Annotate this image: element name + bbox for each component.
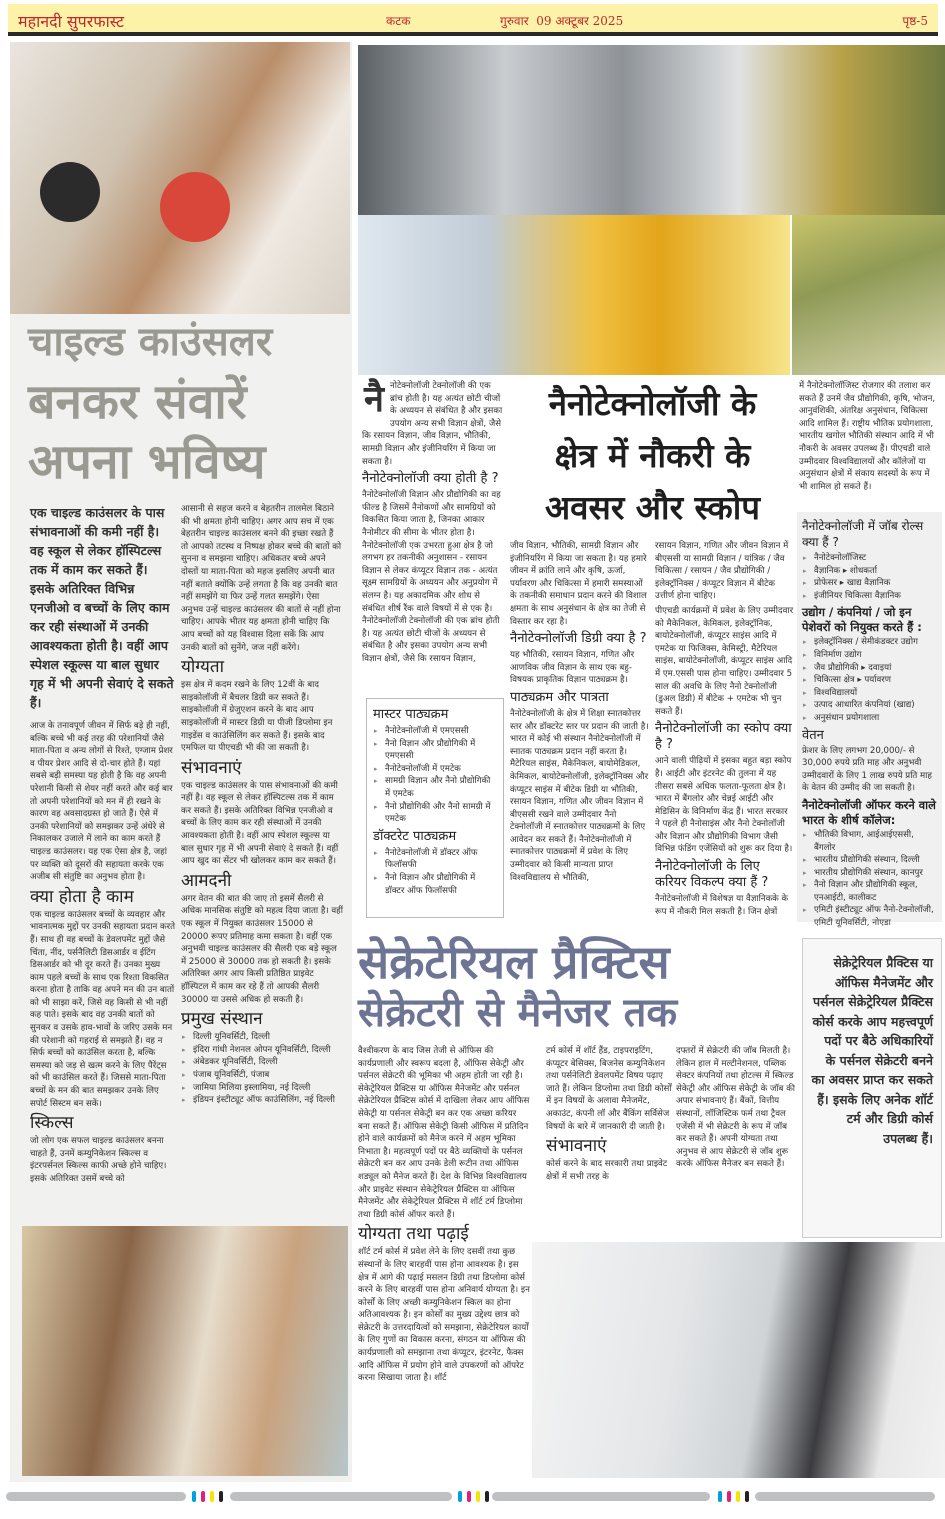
nano-career: नैनोटेक्नोलॉजी में विशेषज्ञ या वैज्ञानिकके के रूप में नौकरी मिल सकती है। जिन क्षेत्रों	[655, 894, 789, 917]
nano-degree: यह भौतिकी, रसायन विज्ञान, गणित और आणविक जीव विज्ञान के साथ एक बहु-विषयक प्राकृतिक विज्ञान पाठ्यक्रम है।	[510, 650, 635, 686]
nano-course: नैनोटेक्नोलॉजी के क्षेत्र में शिक्षा स्नातकोत्तर स्तर और डॉक्टरेट स्तर पर प्रदान की जाती है। भारत में कोई भी संस्थान नैनोटेक्नोलॉजी में स्नातक पाठ्यक्रम प्रदान नहीं करता है। मैटेरियल साइंस, मैकेनिकल, बायोमेडिकल, केमिकल, बायोटेक्नोलॉजी, इलेक्ट्रॉनिक्स और कंप्यूटर साइंस में बीटेक डिग्री या भौतिकी, रसायन विज्ञान, गणित और जीवन विज्ञान में बीएससी रखने वाले उम्मीदवार नैनो टेक्नोलॉजी में स्नातकोत्तर पाठ्यक्रमों के लिए आवेदन कर सकते हैं। नैनोटेक्नोलॉजी में स्नातकोत्तर पाठ्यक्रमों में प्रवेश के लिए उम्मीदवार को किसी मान्यता प्राप्त विश्वविद्यालय से भौतिकी,	[510, 708, 649, 883]
page-number: पृष्ठ-5	[902, 14, 928, 28]
registration-mark-icon	[727, 1491, 731, 1502]
subheading: संभावनाएं	[546, 1136, 607, 1157]
registration-mark-icon	[201, 1491, 205, 1502]
industry-item: ▸ चिकित्सा क्षेत्र ▸ पर्यावरण	[802, 674, 937, 687]
child-column-2	[181, 503, 343, 1223]
subheading: आमदनी	[181, 870, 232, 891]
headline-line: अवसर और स्कोप	[544, 488, 761, 527]
subheading: नैनोटेक्नोलॉजी में जॉब रोल्स क्या हैं ?	[802, 519, 924, 549]
doctorate-course-list	[373, 847, 497, 897]
child-work: एक चाइल्ड काउंसलर बच्चों के व्यवहार और भावनात्मक मुद्दों पर उनकी सहायता प्रदान करते हैं। साथ ही वह बच्चों के डेवलपमेंट मुद्दों जैसे चिंता, नींद, पर्सनैलिटी डिसआर्डर व ईटिंग डिसआर्डर को भी दूर करते हैं। उनका मुख्य काम पहले बच्चों के साथ एक रिश्ता विकसित करना होता है ताकि वह अपने मन की उन बातों को भी साझा करें, जिसे वह किसी से भी नहीं कह पाते। इसके बाद वह उनकी बातों को सुनकर व उसके हाव-भावों के जरिए उसके मन की परेशानी को गहराई से समझते हैं। वह न सिर्फ बच्चों को काउंसिल करता है, बल्कि समस्या को जड़ से खत्म करने के लिए पैरेंट्स को भी काउंसिल करते हैं। जिससे माता-पिता बच्चों के मन की बात समझकर उनके लिए सपोर्ट सिस्टम बन सकें।	[30, 909, 175, 1109]
sec-callout-box	[802, 938, 942, 1238]
industry-item: ▸ अनुसंधान प्रयोगशाला	[802, 712, 937, 725]
registration-mark-icon	[219, 1491, 223, 1502]
child-intro: आज के तनावपूर्ण जीवन में सिर्फ बड़े ही नहीं, बल्कि बच्चे भी कई तरह की परेशानियों जैसे माता-पिता व अन्य लोगों से रिश्ते, एग्जाम प्रेशर व पीयर प्रेशर आदि से दो-चार होते हैं। यहां सबसे बड़ी समस्या यह होती है कि वह अपनी परेशानी किसी से शेयर नहीं करते और कई बार तो अपनी परेशानियों को मन में ही रखने के कारण वह अवसादग्रस्त हो जाते हैं। ऐसे में उनकी परेशानियों को समझकर उन्हें अंधेरे से निकालकर उजाले में लाने का काम करते हैं चाइल्ड काउंसलर। यह एक ऐसा क्षेत्र है, जहां पर व्यक्ति को दूसरों की सहायता करके एक अजीब सी संतुष्टि का अनुभव होता है।	[30, 721, 173, 883]
nano-column-3	[655, 540, 795, 920]
industry-item: ▸ विनिर्माण उद्योग	[802, 649, 937, 662]
institute-item: ▸ इंदिरा गांधी नेशनल ओपन यूनिवर्सिटी, दिल्ली	[181, 1044, 343, 1057]
headline-line: चाइल्ड काउंसलर	[28, 319, 273, 365]
photo-lab-researchers	[358, 45, 945, 215]
headline-line: नैनोटेक्नोलॉजी के	[548, 384, 757, 423]
institute-item: ▸ दिल्ली यूनिवर्सिटी, दिल्ली	[181, 1031, 343, 1044]
subheading: नैनोटेक्नोलॉजी डिग्री क्या है ?	[510, 631, 647, 647]
registration-mark-icon	[745, 1491, 749, 1502]
photo-lab-scientist	[792, 215, 945, 375]
nano-column-4	[799, 380, 939, 510]
child-scope: एक चाइल्ड काउंसलर के पास संभावनाओं की कमी नहीं है। वह स्कूल से लेकर हॉस्पिटल्स तक में काम कर सकते हैं। इसके अतिरिक्त विभिन्न एनजीओ व बच्चों के लिए काम कर रही संस्थाओं में उनकी आवश्यकता होती है। वहीं आप स्पेशल स्कूल्स या बाल सुधार गृह में भी अपनी सेवाएं दे सकते हैं। वहीं आप खुद का सेंटर भी खोलकर काम कर सकते हैं।	[181, 780, 339, 867]
institute-list	[181, 1031, 343, 1107]
subheading: प्रमुख संस्थान	[181, 1009, 263, 1030]
sec-headline	[358, 935, 798, 1037]
nano-sidebar	[797, 512, 942, 929]
nano-column-1	[362, 380, 504, 692]
college-item: ▸ भारतीय प्रौद्योगिकी संस्थान, दिल्ली	[802, 854, 937, 867]
headline-line: सेक्रेटरी से मैनेजर तक	[358, 990, 678, 1036]
college-item: ▸ नैनो विज्ञान और प्रौद्योगिकी स्कूल, एनआईटी, कालीकट	[802, 879, 937, 904]
date: गुरुवार 09 अक्टूबर 2025	[500, 14, 624, 28]
college-item: ▸ भौतिकी विभाग, आईआईएससी, बैंगलोर	[802, 829, 937, 854]
drop-cap: नै	[364, 379, 384, 420]
industry-item: ▸ उत्पाद आधारित कंपनियां (खाद्य)	[802, 699, 937, 712]
headline-line: बनकर संवारें	[28, 374, 247, 430]
industry-item: ▸ इलेक्ट्रॉनिक्स / सेमीकंडक्टर उद्योग	[802, 636, 937, 649]
sec-column-3	[676, 1045, 798, 1240]
nano-column-2	[510, 540, 650, 920]
registration-mark-icon	[467, 1491, 471, 1502]
nano-intro: नोटेक्नोलॉजी टेक्नोलॉजी की एक ब्रांच होती है। यह अत्यंत छोटी चीजों के अध्ययन से संबंधित है और इसका उपयोग अन्य सभी विज्ञान क्षेत्रों, जैसे कि रसायन विज्ञान, जीव विज्ञान, भौतिकी, सामग्री विज्ञान और इंजीनियरिंग में किया जा सकता है।	[362, 381, 503, 467]
sec-text: टर्म कोर्स में शॉर्ट हैंड, टाइपराइटिंग, कंप्यूटर बेसिक्स, बिजनेस कम्युनिकेशन तथा पर्सनेलिटी डेवलपमेंट विषय पढ़ाए जाते हैं। लेकिन डिप्लोमा तथा डिग्री कोर्सों में इन विषयों के अलावा मैनेजमेंट, अकाउंट, कंपनी लॉ और बैंकिंग सर्विसेज विषयों के बारे में जानकारी दी जाती है।	[546, 1046, 672, 1132]
footer-bar	[6, 1492, 186, 1501]
job-role-item: ▸ वैज्ञानिक ▸ शोधकर्ता	[802, 565, 937, 578]
registration-mark-icon	[192, 1491, 196, 1502]
nano-text: रसायन विज्ञान, गणित और जीवन विज्ञान में बीएससी या सामग्री विज्ञान / यांत्रिक / जैव चिकित्सा / रसायन / जैव प्रौद्योगिकी / इलेक्ट्रॉनिक्स / कंप्यूटर विज्ञान में बीटेक उत्तीर्ण होना चाहिए।	[655, 541, 789, 602]
child-income: अगर वेतन की बात की जाए तो इसमें सैलरी से अधिक मानसिक संतुष्टि को महत्व दिया जाता है। वहीं एक स्कूल में नियुक्त काउंसलर 15000 से 20000 रूपए प्रतिमाह कमा सकता है। वहीं एक अनुभवी चाइल्ड काउंसलर की सैलरी एक बड़े स्कूल में 25000 से 30000 तक हो सकती है। इसके अतिरिक्त अगर आप किसी प्रतिष्ठित प्राइवेट हॉस्पिटल में काम कर रहे हैं तो आपकी सैलरी 30000 या उससे अधिक हो सकती है।	[181, 893, 343, 1005]
job-role-item: ▸ नैनोटेक्नोलॉजिस्ट	[802, 552, 937, 565]
subheading: नैनोटेक्नोलॉजी ऑफर करने वाले भारत के शीर्ष कॉलेज:	[802, 797, 936, 827]
page-header	[8, 4, 938, 36]
subheading: पाठ्यक्रम और पात्रता	[510, 689, 609, 705]
child-qualification: इस क्षेत्र में कदम रखने के लिए 12वीं के बाद साइकोलॉजी में बैचलर डिग्री कर सकते हैं। साइकोलॉजी में ग्रेजुएशन करने के बाद आप साइकोलॉजी में मास्टर डिग्री या पीजी डिप्लोमा इन गाइडेंस व काउंसिलिंग कर सकते हैं। इसके बाद एमफिल या पीएचडी भी की जा सकती है।	[181, 680, 333, 754]
institute-item: ▸ इंडियन इंस्टीट्यूट ऑफ काउंसिलिंग, नई दिल्ली	[181, 1094, 343, 1107]
photo-counsellor-with-girl	[22, 1226, 348, 1476]
photo-nanochip-microscope	[358, 215, 790, 375]
salary-text: फ्रेशर के लिए लगभग 20,000/- से 30,000 रुपये प्रति माह और अनुभवी उम्मीदवारों के लिए 1 लाख रुपये प्रति माह के वेतन की उम्मीद की जा सकती है।	[802, 745, 932, 794]
job-role-item: ▸ प्रोफेसर ▸ खाद्य वैज्ञानिक	[802, 577, 937, 590]
headline-line: सेक्रेटेरियल प्रैक्टिस	[358, 935, 670, 989]
job-role-item: ▸ इंजीनियर चिकित्सा वैज्ञानिक	[802, 590, 937, 603]
sec-qualification: शॉर्ट टर्म कोर्स में प्रवेश लेने के लिए दसवीं तथा कुछ संस्थानों के लिए बारहवीं पास होना आवश्यक है। इस क्षेत्र में आगे की पढ़ाई मसलन डिग्री तथा डिप्लोमा कोर्स करने के लिए बारहवीं पास होना अनिवार्य योग्यता है। इन कोर्सों के लिए अच्छी कम्युनिकेशन स्किल का होना अतिआवश्यक है। इन कोर्सों का मुख्य उद्देश्य छात्र को सेक्रेटरी के उत्तरदायित्वों को समझाना, सेक्रेटेरियल कार्यों के लिए गुणों का विकास करना, संगठन या ऑफिस की कार्यप्रणाली को समझाना तथा कंप्यूटर, इंटरनेट, फैक्स आदि ऑफिस में प्रयोग होने वाले उपकरणों को ऑपरेट करना सिखाया जाता है। शॉर्ट	[358, 1247, 530, 1384]
photo-counsellor-with-child	[10, 42, 350, 314]
city: कटक	[386, 14, 411, 28]
industry-item: ▸ जैव प्रौद्योगिकी ▸ दवाइयां	[802, 662, 937, 675]
college-item: ▸ भारतीय प्रौद्योगिकी संस्थान, कानपुर	[802, 867, 937, 880]
footer-bar	[230, 1492, 452, 1501]
subheading: योग्यता	[181, 657, 224, 678]
sec-intro: वैश्वीकरण के बाद जिस तेजी से ऑफिस की कार्यप्रणाली और स्वरूप बदला है, ऑफिस सेकेट्री और पर्सनल सेक्रेटरी की भूमिका भी अहम होती जा रही है। सेकेट्रेरियल प्रैक्टिस या ऑफिस मैनेजमेंट और पर्सनल सेक्रेटेरियल प्रैक्टिस कोर्स में दाखिला लेकर आप ऑफिस सेकेट्री या पर्सनल सेकेट्री बन कर एक अच्छा करियर बना सकते हैं। ऑफिस सेकेट्री किसी ऑफिस में प्रतिदिन होने वाले कार्यक्रमों को मैनेज करने में अहम भूमिका निभाता है। महत्वपूर्ण पदों पर बैठे व्यक्तियों के पर्सनल सेक्रेटरी बन कर आप उनके डेली रूटीन तथा ऑफिस शड्यूल को मैनेज करते हैं। देश के विभिन्न विश्वविद्यालय और प्राइवेट संस्थान सेकेट्रेरियल प्रैक्टिस या ऑफिस मैनेजमेंट और सेकेट्रेरियल प्रैक्टिस में शॉर्ट टर्म डिप्लोमा तथा डिग्री कोर्स ऑफर करते हैं।	[358, 1046, 530, 1220]
subheading: योग्यता तथा पढ़ाई	[358, 1224, 469, 1245]
subheading: क्या होता है काम	[30, 886, 134, 907]
subheading: उद्योग / कंपनियां / जो इन पेशेवरों को नियुक्त करते हैं :	[802, 605, 922, 635]
child-column-1	[30, 503, 175, 1223]
sec-column-1	[358, 1045, 530, 1475]
child-headline	[28, 312, 348, 492]
child-skills-cont: आसानी से सहज करने व बेहतरीन तालमेल बिठाने की भी क्षमता होनी चाहिए। अगर आप सच में एक बेहतरीन चाइल्ड काउंसलर बनने की इच्छा रखते हैं तो आपको तटस्थ व निष्पक्ष होकर बच्चे की बातों को सुनना व समझना चाहिए। अधिकतर बच्चे अपने दोस्तों या माता-पिता को महज इसलिए अपनी बात नहीं बताते क्योंकि उन्हें लगता है कि वह उनकी बात नहीं समझेंगे या फिर उन्हें गलत समझेंगे। ऐसा अनुभव उन्हें चाइल्ड काउंसलर की बातों से नहीं होना चाहिए। आपके भीतर यह क्षमता होनी चाहिए कि आप बच्चों को यह विश्वास दिला सकें कि आप उनकी बातों को सुनेंगे, जज नहीं करेंगे।	[181, 504, 342, 653]
master-course-item: ▸ नैनोटेक्नोलॉजी में एमटेक	[373, 763, 497, 776]
child-skills: जो लोग एक सफल चाइल्ड काउंसलर बनना चाहते हैं, उनमें कम्युनिकेशन स्किल्स व इंटरपर्सनल स्किल्स काफी अच्छे होने चाहिए। इसके अतिरिक्त उसमें बच्चे को	[30, 1136, 167, 1184]
nano-text: में नैनोटेक्नोलॉजिस्ट रोजगार की तलाश कर सकते हैं उनमें जैव प्रौद्योगिकी, कृषि, भोजन, आनुवंशिकी, अंतरिक्ष अनुसंधान, चिकित्सा आदि शामिल हैं। राष्ट्रीय भौतिक प्रयोगशाला, भारतीय खगोल भौतिकी संस्थान आदि में भी नौकरी के अवसर उपलब्ध हैं। पीएचडी वाले उम्मीदवार विश्वविद्यालयों और कॉलेजों या अनुसंधान क्षेत्रों में संकाय सदस्यों के रूप में भी शामिल हो सकते हैं।	[799, 381, 936, 492]
footer-bar	[492, 1492, 710, 1501]
college-item: ▸ एमिटी इंस्टीट्यूट ऑफ नैनो-टेक्नोलॉजी, एमिटी यूनिवर्सिटी, नोएडा	[802, 904, 937, 929]
registration-mark-icon	[458, 1491, 462, 1502]
subheading: डॉक्टरेट पाठ्यक्रम	[373, 828, 457, 844]
sec-scope: कोर्स करने के बाद सरकारी तथा प्राइवेट क्षेत्रों में सभी तरह के	[546, 1159, 668, 1182]
subheading: मास्टर पाठ्यक्रम	[373, 707, 449, 722]
college-list	[802, 829, 937, 930]
sec-text: दफ्तरों में सेक्रेटरी की जॉब मिलती है। लेकिन हाल में मल्टीनेशनल, पब्लिक सेक्टर कंपनियों तथा होटल्स में स्किल्ड सेकेट्री और ऑफिस सेकेट्री के जॉब की अपार संभावनाएं हैं। बैंकों, वित्तीय संस्थानों, लॉजिस्टिक फर्म तथा ट्रैवल एजेंसी में भी सेक्रेटरी के रूप में जॉब कर सकते हैं। अपनी योग्यता तथा अनुभव से आप सेक्रेटरी से जॉब शुरू करके ऑफिस मैनेजर बन सकते हैं।	[676, 1046, 796, 1170]
nano-phd: पीएचडी कार्यक्रमों में प्रवेश के लिए उम्मीदवार को मैकेनिकल, केमिकल, इलेक्ट्रॉनिक, बायोटेक्नोलॉजी, कंप्यूटर साइंस आदि में एमटेक या फिजिक्स, केमिस्ट्री, मैटेरियल साइंस, बायोटेक्नोलॉजी, कंप्यूटर साइंस आदि में एम.एससी पास होना चाहिए। उम्मीदवार 5 साल की अवधि के लिए नैनो टेक्नोलॉजी (डुअल डिग्री) में बीटेक + एमटेक भी चुन सकते हैं।	[655, 605, 794, 717]
subheading: नैनोटेक्नोलॉजी क्या होती है ?	[362, 471, 499, 487]
registration-mark-icon	[485, 1491, 489, 1502]
institute-item: ▸ पंजाब यूनिवर्सिटी, पंजाब	[181, 1069, 343, 1082]
industry-item: ▸ विश्वविद्यालयों	[802, 687, 937, 700]
callout-text: सेक्रेट्रेरियल प्रैक्टिस या ऑफिस मैनेजमेंट और पर्सनल सेक्रेट्रेरियल प्रैक्टिस कोर्स करके आप महत्त्वपूर्ण पदों पर बैठे अधिकारियों के पर्सनल सेक्रेटरी बनने का अवसर प्राप्त कर सकते हैं। इसके लिए अनेक शॉर्ट टर्म और डिग्री कोर्स उपलब्ध हैं।	[811, 955, 933, 1146]
subheading: संभावनाएं	[181, 757, 242, 778]
doctorate-course-item: ▸ नैनोटेक्नोलॉजी में डॉक्टर ऑफ फिलॉसफी	[373, 847, 497, 872]
registration-mark-icon	[718, 1491, 722, 1502]
subheading: स्किल्स	[30, 1113, 74, 1134]
job-role-list	[802, 552, 937, 602]
master-course-item: ▸ नैनोटेक्नोलॉजी में एमएससी	[373, 725, 497, 738]
registration-mark-icon	[736, 1491, 740, 1502]
headline-line: अपना भविष्य	[28, 434, 266, 490]
master-course-item: ▸ नैनो विज्ञान और प्रौद्योगिकी में एमएससी	[373, 738, 497, 763]
sec-column-2	[546, 1045, 676, 1240]
courses-box	[366, 698, 504, 918]
registration-mark-icon	[210, 1491, 214, 1502]
registration-mark-icon	[476, 1491, 480, 1502]
newspaper-title: महानदी सुपरफास्ट	[18, 12, 125, 31]
institute-item: ▸ अंबेडकर यूनिवर्सिटी, दिल्ली	[181, 1056, 343, 1069]
subheading: नैनोटेक्नोलॉजी का स्कोप क्या है ?	[655, 721, 792, 753]
doctorate-course-item: ▸ नैनो विज्ञान और प्रौद्योगिकी में डॉक्टर ऑफ फिलॉसफी	[373, 872, 497, 897]
sad-face-card-icon	[40, 162, 100, 222]
master-course-item: ▸ सामग्री विज्ञान और नैनो प्रौद्योगिकी में एमटेक	[373, 775, 497, 800]
master-course-list	[373, 725, 497, 826]
footer-bar	[755, 1492, 935, 1501]
industry-list	[802, 636, 937, 724]
photo-secretary-on-phone	[532, 1242, 945, 1478]
nano-what: नैनोटेक्नोलॉजी विज्ञान और प्रौद्योगिकी का वह फील्ड है जिसमें नैनोकणों और सामग्रियों को विकसित किया जाता है, जिनका आकार नैनोमीटर की सीमा के भीतर होता है। नैनोटेक्नोलॉजी एक उभरता हुआ क्षेत्र है जो लगभग हर तकनीकी अनुशासन - रसायन विज्ञान से लेकर कंप्यूटर विज्ञान तक - अत्यंत सूक्ष्म सामग्रियों के अध्ययन और अनुप्रयोग में संलग्न है। यह अकादमिक और शोध से संबंधित शीर्ष रैंक वाले विषयों में से एक है। नैनोटेक्नोलॉजी टेक्नोलॉजी की एक ब्रांच होती है। यह अत्यंत छोटी चीजों के अध्ययन से संबंधित है और इसका उपयोग अन्य सभी विज्ञान क्षेत्रों, जैसे कि रसायन विज्ञान,	[362, 490, 501, 664]
nano-headline	[510, 378, 795, 534]
nano-text: जीव विज्ञान, भौतिकी, सामग्री विज्ञान और इंजीनियरिंग में किया जा सकता है। यह हमारे जीवन में क्रांति लाने और कृषि, ऊर्जा, पर्यावरण और चिकित्सा में हमारी समस्याओं के तकनीकी समाधान प्रदान करने की विशाल क्षमता के साथ अनुसंधान के क्षेत्र का तेजी से विस्तार कर रहा है।	[510, 541, 647, 627]
master-course-item: ▸ नैनो प्रौद्योगिकी और नैनो सामग्री में एमटेक	[373, 801, 497, 826]
happy-face-card-icon	[160, 172, 230, 242]
child-lead: एक चाइल्ड काउंसलर के पास संभावनाओं की कमी नहीं है। वह स्कूल से लेकर हॉस्पिटल्स तक में काम कर सकते हैं। इसके अतिरिक्त विभिन्न एनजीओ व बच्चों के लिए काम कर रही संस्थाओं में उनकी आवश्यकता होती है। वहीं आप स्पेशल स्कूल्स या बाल सुधार गृह में भी अपनी सेवाएं दे सकते हैं।	[30, 505, 174, 710]
nano-scope: आने वाली पीढ़ियों में इसका बहुत बड़ा स्कोप है। आईटी और इंटरनेट की तुलना में यह तीसरा सबसे अधिक फलता-फूलता क्षेत्र है। भारत में बैंगलोर और चेन्नई आईटी और मेडिसिन के विनिर्माण केंद्र हैं। भारत सरकार ने पहले ही नैनोसाइंस और नैनो टेक्नोलॉजी और विज्ञान और प्रौद्योगिकी विभाग जैसी विभिन्न फंडिंग एजेंसियों को शुरू कर दिया है।	[655, 756, 793, 855]
headline-line: क्षेत्र में नौकरी के	[554, 436, 751, 475]
institute-item: ▸ जामिया मिलिया इस्लामिया, नई दिल्ली	[181, 1082, 343, 1095]
subheading: वेतन	[802, 727, 824, 743]
subheading: नैनोटेक्नोलॉजी के लिए करियर विकल्प क्या हैं ?	[655, 859, 769, 891]
